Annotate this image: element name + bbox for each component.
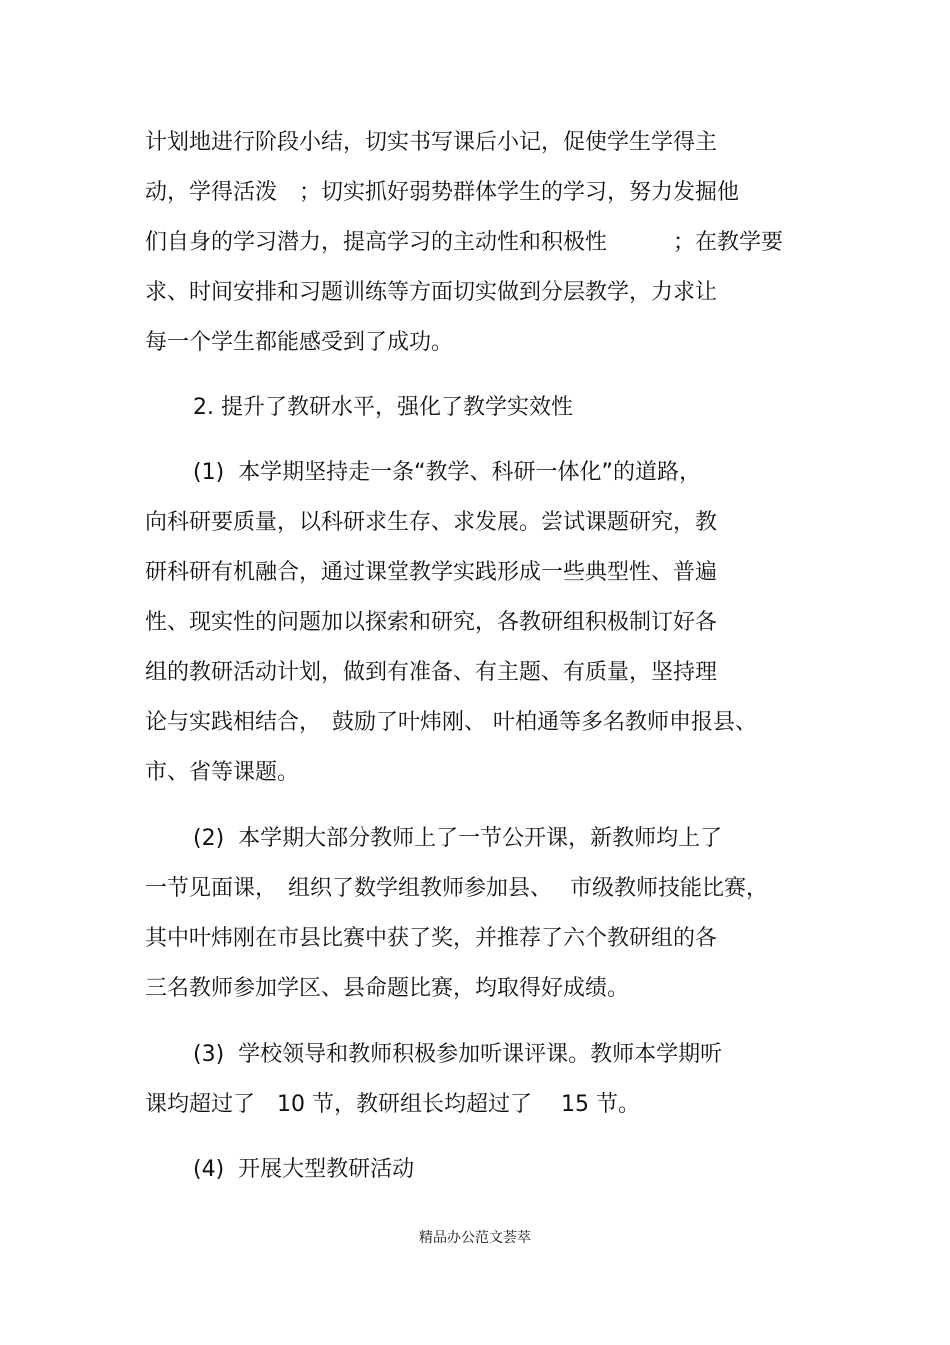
text-line: 课均超过了 10 节，教研组长均超过了 15 节。 xyxy=(145,1092,640,1117)
text-line: (3) 学校领导和教师积极参加听课评课。教师本学期听 xyxy=(193,1042,723,1067)
text-line: 向科研要质量，以科研求生存、求发展。尝试课题研究，教 xyxy=(145,510,718,535)
text-line: 组的教研活动计划，做到有准备、有主题、有质量，坚持理 xyxy=(145,660,718,685)
text-line: (4) 开展大型教研活动 xyxy=(193,1157,415,1182)
text-line: 一节见面课， 组织了数学组教师参加县、 市级教师技能比赛， xyxy=(145,876,768,901)
text-line: 求、时间安排和习题训练等方面切实做到分层教学，力求让 xyxy=(145,280,718,305)
text-line: 三名教师参加学区、县命题比赛，均取得好成绩。 xyxy=(145,976,630,1001)
text-line: 论与实践相结合， 鼓励了叶炜刚、 叶柏通等多名教师申报县、 xyxy=(145,710,757,735)
text-line: (2) 本学期大部分教师上了一节公开课，新教师均上了 xyxy=(193,826,723,851)
text-line: 其中叶炜刚在市县比赛中获了奖，并推荐了六个教研组的各 xyxy=(145,926,718,951)
text-line: 们自身的学习潜力，提高学习的主动性和积极性 ；在教学要 xyxy=(145,230,784,255)
section-heading: 2. 提升了教研水平，强化了教学实效性 xyxy=(193,395,573,420)
text-line: 动，学得活泼 ；切实抓好弱势群体学生的学习，努力发掘他 xyxy=(145,180,740,205)
text-line: 计划地进行阶段小结，切实书写课后小记，促使学生学得主 xyxy=(145,130,718,155)
page-footer: 精品办公范文荟萃 xyxy=(419,1230,531,1246)
text-line: 每一个学生都能感受到了成功。 xyxy=(145,330,454,355)
text-line: (1) 本学期坚持走一条“教学、科研一体化”的道路， xyxy=(193,460,701,485)
text-line: 性、现实性的问题加以探索和研究，各教研组积极制订好各 xyxy=(145,610,718,635)
text-line: 市、省等课题。 xyxy=(145,760,300,785)
text-line: 研科研有机融合，通过课堂教学实践形成一些典型性、普遍 xyxy=(145,560,718,585)
